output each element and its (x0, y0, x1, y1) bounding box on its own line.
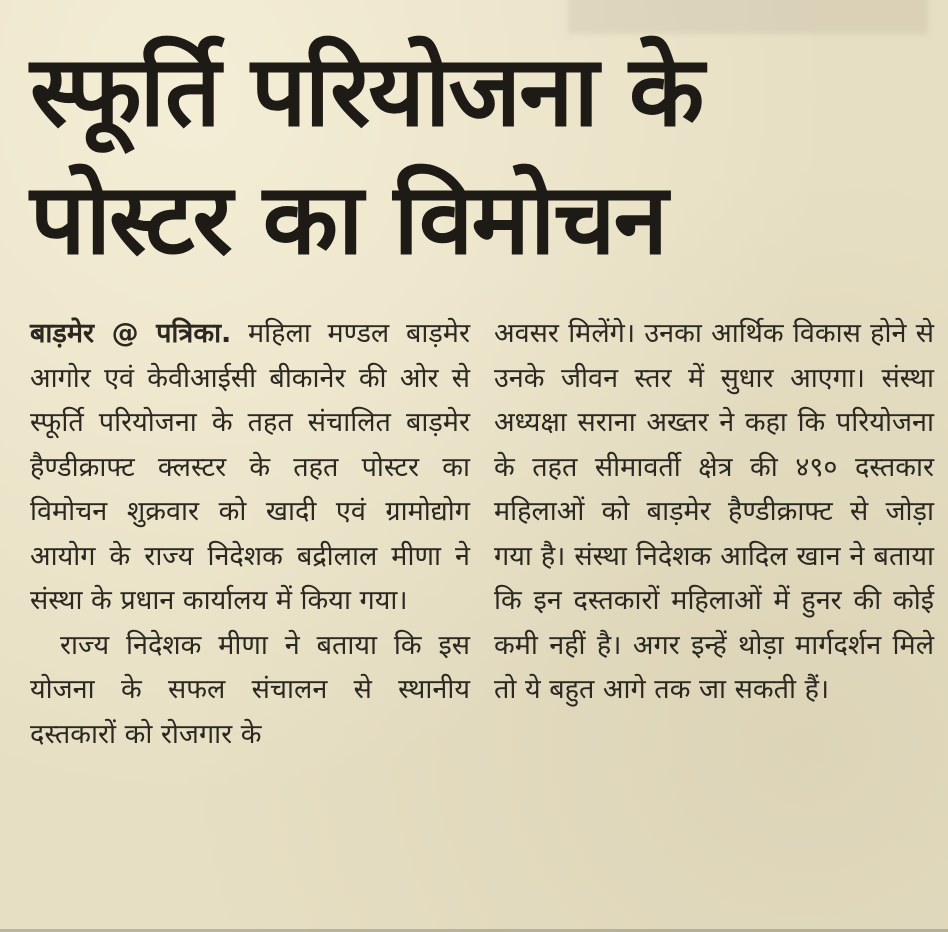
paragraph-1-text: महिला मण्डल बाड़मेर आगोर एवं केवीआईसी बीकानेर की ओर से स्फूर्ति परियोजना के तहत संचालित बाड़मेर हैण्डीक्राफ्ट क्लस्टर के तहत पोस्टर का विमोचन शुक्रवार को खादी एवं ग्रामोद्योग आयोग के राज्य निदेशक बद्रीलाल मीणा ने संस्था के प्रधान कार्यालय में किया गया। (30, 318, 470, 616)
article-headline (30, 28, 930, 284)
article-column-right (494, 312, 934, 713)
article-column-left (30, 312, 470, 757)
headline-line-2: पोस्टर का विमोचन (30, 163, 667, 277)
article-paragraph-2: राज्य निदेशक मीणा ने बताया कि इस योजना के सफल संचालन से स्थानीय दस्तकारों को रोजगार के (30, 629, 470, 750)
dateline: बाड़मेर @ पत्रिका. (30, 318, 232, 349)
article-paragraph-1 (30, 312, 470, 624)
article-paragraph-3: अवसर मिलेंगे। उनका आर्थिक विकास होने से उनके जीवन स्तर में सुधार आएगा। संस्था अध्यक्षा सराना अख्तर ने कहा कि परियोजना के तहत सीमावर्ती क्षेत्र की ४९० दस्तकार महिलाओं को बाड़मेर हैण्डीक्राफ्ट से जोड़ा गया है। संस्था निदेशक आदिल खान ने बताया कि इन दस्तकारों महिलाओं में हुनर की कोई कमी नहीं है। अगर इन्हें थोड़ा मार्गदर्शन मिले तो ये बहुत आगे तक जा सकती हैं। (494, 318, 934, 705)
headline-line-1: स्फूर्ति परियोजना के (30, 35, 703, 149)
